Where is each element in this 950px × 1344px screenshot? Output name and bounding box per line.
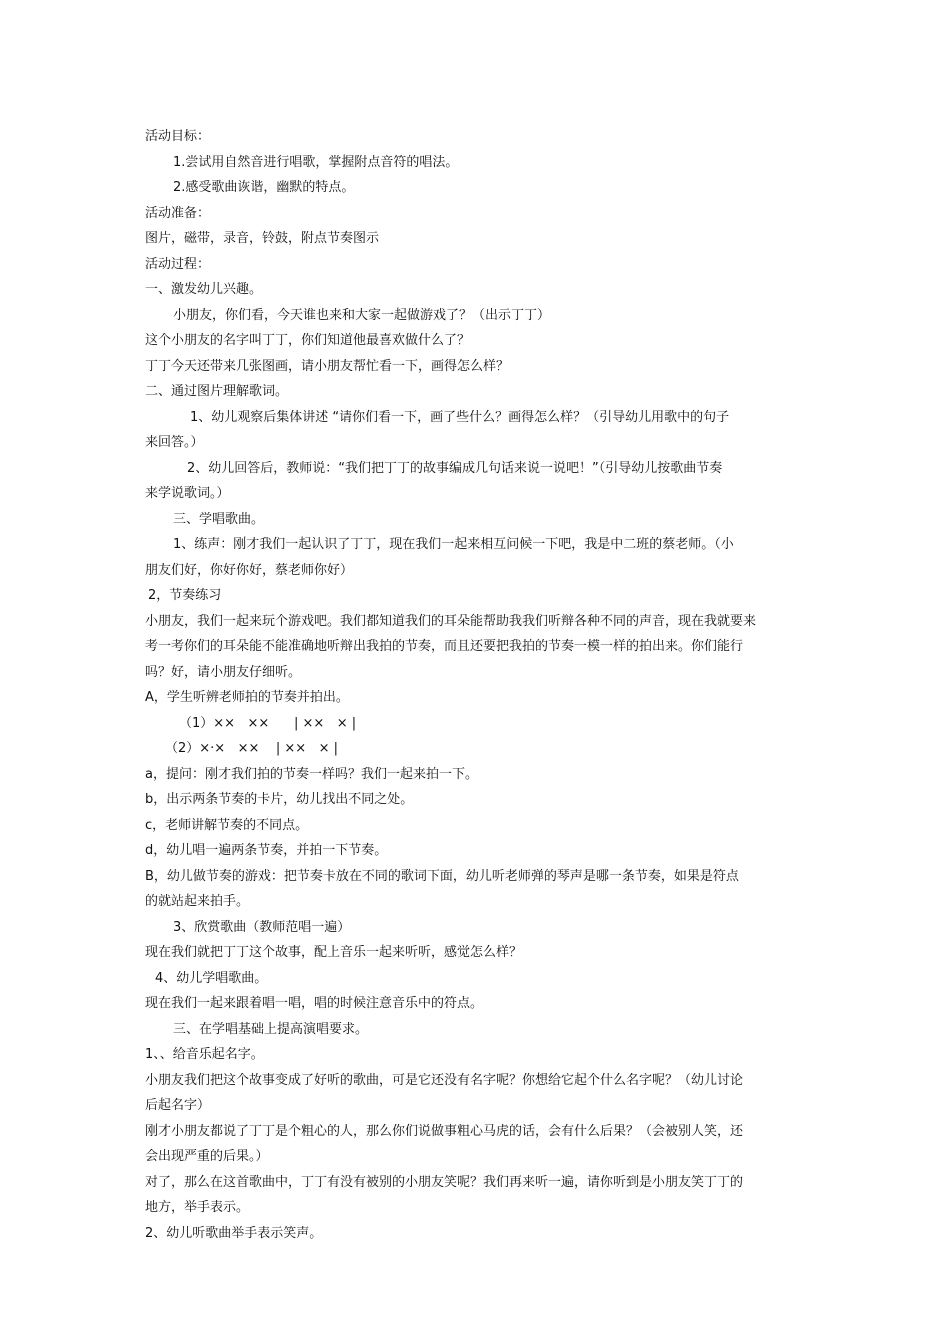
paragraph-continuation: 考一考你们的耳朵能不能准确地听辩出我拍的节奏，而且还要把我拍的节奏一模一样的拍出来。你们能行 (145, 639, 744, 654)
list-item: c，老师讲解节奏的不同点。 (145, 817, 309, 833)
section-1-heading: 一、激发幼儿兴趣。 (145, 282, 263, 297)
list-item: B，幼儿做节奏的游戏：把节奏卡放在不同的歌词下面，幼儿听老师弹的琴声是哪一条节奏，如果是符点 (145, 868, 739, 884)
paragraph: 现在我们就把丁丁这个故事，配上音乐一起来听听，感觉怎么样？ (145, 945, 523, 960)
rhythm-pattern-1: （1）×× ×× | ×× × | (179, 715, 357, 731)
document-body (145, 124, 815, 1246)
heading-activity-goals: 活动目标： (145, 129, 211, 144)
subheading-rhythm-practice: 2，节奏练习 (148, 588, 222, 603)
subheading-learn-song: 4、幼儿学唱歌曲。 (155, 970, 268, 986)
paragraph-continuation: 来回答。） (145, 435, 204, 450)
section-heading: 三、在学唱基础上提高演唱要求。 (173, 1021, 369, 1037)
heading-activity-preparation: 活动准备： (145, 205, 211, 221)
list-item: a，提问：刚才我们拍的节奏一样吗？我们一起来拍一下。 (145, 766, 478, 782)
list-item: A，学生听辨老师拍的节奏并拍出。 (145, 690, 349, 705)
paragraph: 1、练声：刚才我们一起认识了丁丁，现在我们一起来相互问候一下吧，我是中二班的蔡老师。（小 (173, 537, 734, 552)
paragraph: 小朋友，我们一起来玩个游戏吧。我们都知道我们的耳朵能帮助我我们听辩各种不同的声音，现在我就要来 (145, 613, 757, 629)
heading-activity-process: 活动过程： (145, 256, 211, 272)
paragraph-continuation: 地方，举手表示。 (145, 1200, 250, 1215)
paragraph-continuation: 朋友们好，你好你好，蔡老师你好） (145, 562, 354, 578)
list-item: b，出示两条节奏的卡片，幼儿找出不同之处。 (145, 792, 414, 807)
paragraph: 1、幼儿观察后集体讲述 “请你们看一下，画了些什么？画得怎么样？（引导幼儿用歌中的句子 (190, 409, 730, 425)
goal-item-2: 2.感受歌曲诙谐，幽默的特点。 (173, 180, 355, 195)
preparation-materials: 图片，磁带，录音，铃鼓，附点节奏图示 (145, 231, 380, 246)
paragraph-continuation: 会出现严重的后果。） (145, 1149, 269, 1164)
paragraph-continuation: 后起名字） (145, 1098, 211, 1113)
paragraph: 小朋友我们把这个故事变成了好听的歌曲，可是它还没有名字呢？你想给它起个什么名字呢？（幼儿讨论 (145, 1072, 744, 1088)
paragraph-continuation: 吗？好，请小朋友仔细听。 (145, 664, 302, 680)
section-3-heading: 三、学唱歌曲。 (173, 511, 265, 527)
rhythm-pattern-2: （2）×·× ×× | ×× × | (165, 741, 338, 756)
paragraph-continuation: 的就站起来拍手。 (145, 894, 250, 909)
subheading-appreciate-song: 3、欣赏歌曲（教师范唱一遍） (173, 919, 351, 935)
subheading-listen-and-raise-hands: 2、幼儿听歌曲举手表示笑声。 (145, 1225, 323, 1241)
paragraph: 刚才小朋友都说了丁丁是个粗心的人，那么你们说做事粗心马虎的话，会有什么后果？（会被别人笑，还 (145, 1123, 744, 1139)
section-2-heading: 二、通过图片理解歌词。 (145, 384, 289, 399)
goal-item-1: 1.尝试用自然音进行唱歌，掌握附点音符的唱法。 (173, 154, 459, 170)
paragraph: 2、幼儿回答后，教师说：“我们把丁丁的故事编成几句话来说一说吧！”（引导幼儿按歌曲节奏 (187, 460, 723, 476)
paragraph: 现在我们一起来跟着唱一唱，唱的时候注意音乐中的符点。 (145, 996, 484, 1011)
paragraph: 这个小朋友的名字叫丁丁，你们知道他最喜欢做什么了？ (145, 333, 471, 348)
paragraph-continuation: 来学说歌词。） (145, 486, 230, 501)
paragraph: 丁丁今天还带来几张图画，请小朋友帮忙看一下，画得怎么样？ (145, 358, 510, 374)
list-item: d，幼儿唱一遍两条节奏，并拍一下节奏。 (145, 843, 388, 858)
paragraph: 对了，那么在这首歌曲中，丁丁有没有被别的小朋友笑呢？我们再来听一遍，请你听到是小朋友笑丁丁的 (145, 1174, 744, 1190)
subheading-name-the-music: 1、、给音乐起名字。 (145, 1047, 264, 1062)
paragraph: 小朋友，你们看，今天谁也来和大家一起做游戏了？（出示丁丁） (173, 307, 551, 323)
